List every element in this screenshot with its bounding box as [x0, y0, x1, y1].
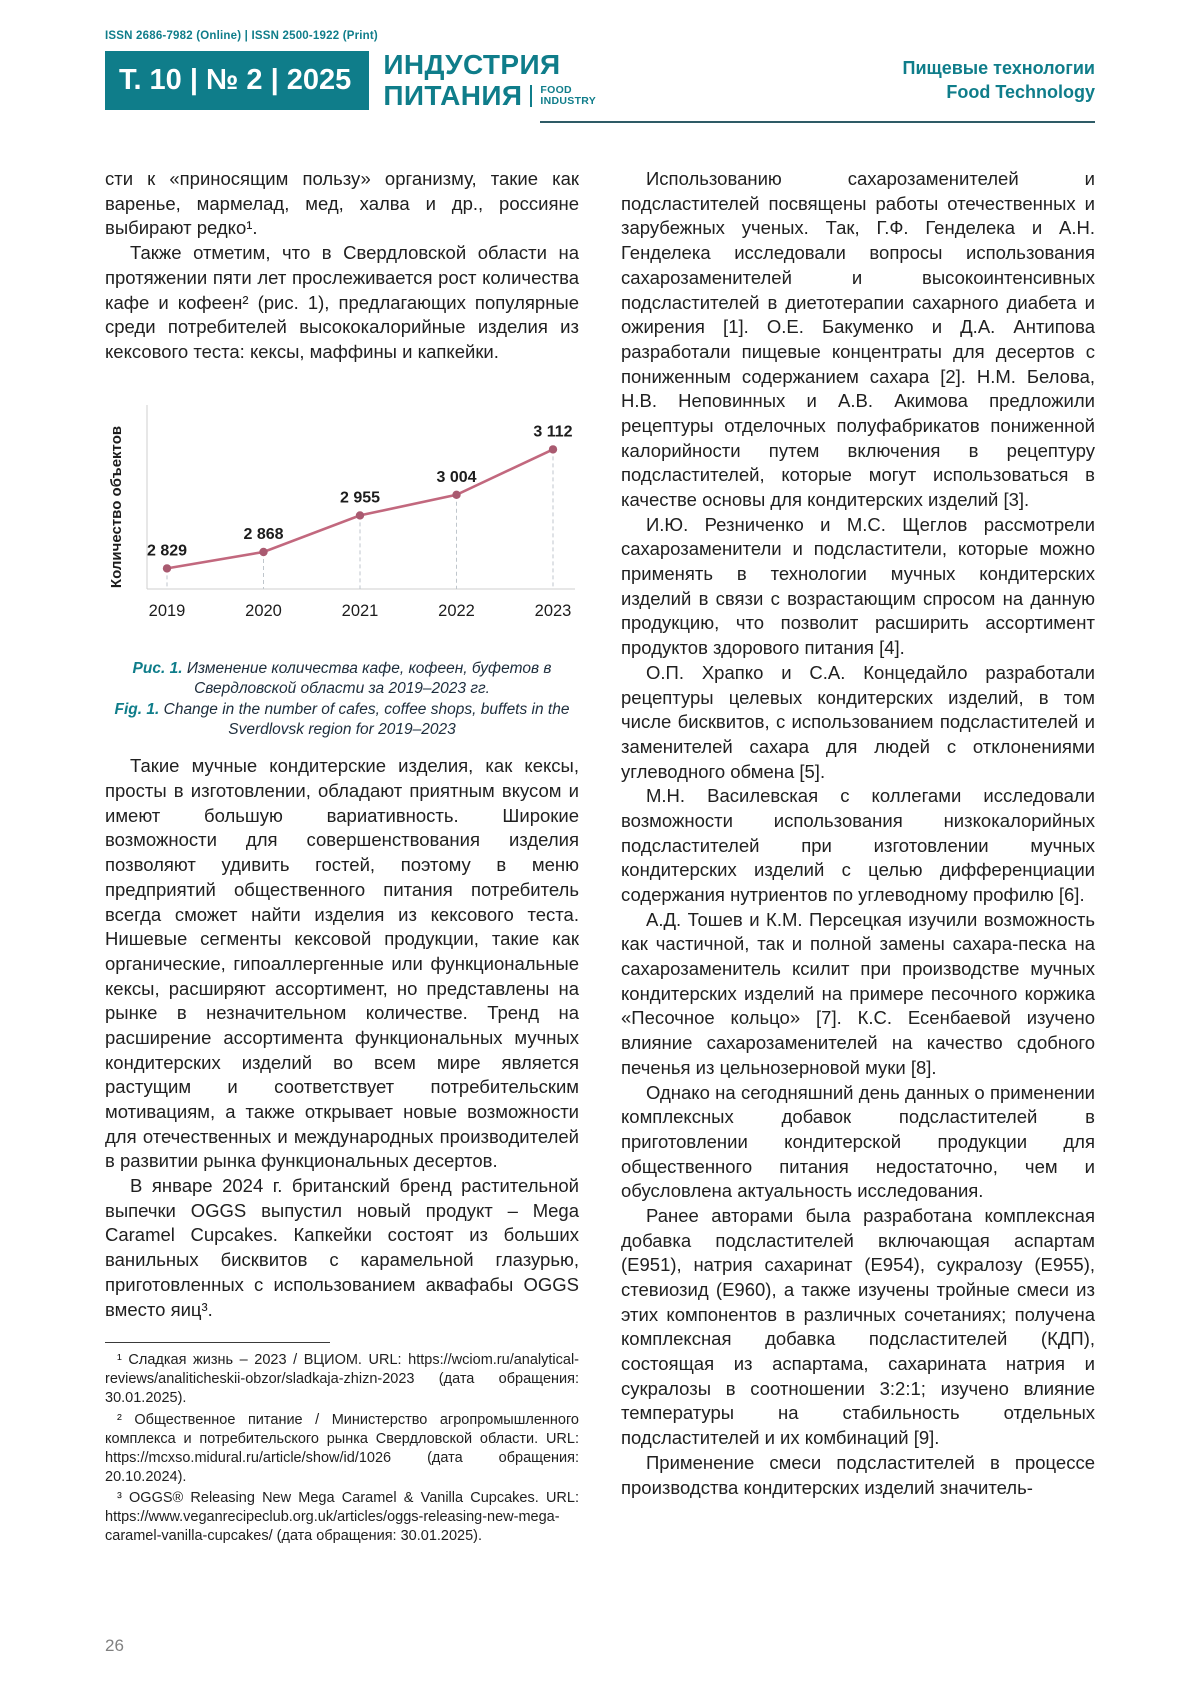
paragraph: В январе 2024 г. британский бренд растительной выпечки OGGS выпустил новый продукт – Mega Caramel Cupcakes. Капкейки состоят из больших ванильных бисквитов с карамельной глазурью, приготовленных с использованием аквафабы OGGS вместо яиц³. — [105, 1175, 579, 1320]
figure-1 — [105, 381, 579, 741]
paragraph: Однако на сегодняшний день данных о применении комплексных добавок подсластителей в приготовлении кондитерской продукции для общественного питания недостаточно, чем и обусловлена актуальность исследования. — [621, 1081, 1095, 1202]
journal-subtitle — [540, 85, 596, 107]
paragraph: И.Ю. Резниченко и М.С. Щеглов рассмотрели сахарозаменители и подсластители, которые можно применять в технологии мучных кондитерских изделий в связи с возрастающим спросом на данную продукцию, что позволит расширить ассортимент продуктов здорового питания [4]. — [621, 513, 1095, 659]
svg-text:2023: 2023 — [534, 601, 572, 620]
header-rule — [540, 121, 1095, 123]
section-heading-ru: Пищевые технологии — [902, 58, 1095, 79]
footnote: ³ OGGS® Releasing New Mega Caramel & Vanilla Cupcakes. URL: https://www.veganrecipeclub.org.uk/articles/oggs-releasing-new-mega-caramel-vanilla-cupcakes/ (дата обращения: 30.01.2025). — [105, 1490, 579, 1545]
volume-issue-badge: Т. 10 | № 2 | 2025 — [105, 51, 369, 110]
issn-line: ISSN 2686-7982 (Online) | ISSN 2500-1922 (Print) — [105, 30, 378, 42]
figure-caption — [105, 659, 579, 741]
journal-title-line2: ПИТАНИЯ — [383, 79, 523, 111]
page-number: 26 — [105, 1636, 124, 1655]
paragraph: Применение смеси подсластителей в процессе производства кондитерских изделий значитель- — [621, 1451, 1095, 1498]
footnote: ¹ Сладкая жизнь – 2023 / ВЦИОМ. URL: https://wciom.ru/analytical-reviews/analiticheskii-obzor/sladkaja-zhizn-2023 (дата обращения: 30.01.2025). — [105, 1352, 579, 1407]
footnotes — [105, 1351, 579, 1546]
section-heading — [903, 57, 1096, 104]
title-divider — [530, 85, 532, 107]
journal-header — [105, 30, 1095, 123]
column-right — [621, 167, 1095, 1548]
footnote-divider — [105, 1342, 330, 1343]
masthead — [105, 51, 1095, 110]
line-chart — [105, 381, 579, 653]
journal-title — [383, 51, 596, 110]
svg-text:2020: 2020 — [245, 601, 282, 620]
journal-subtitle-line2: INDUSTRY — [540, 94, 597, 107]
svg-text:3 004: 3 004 — [436, 468, 477, 486]
paragraph: Также отметим, что в Свердловской области на протяжении пяти лет прослеживается рост количества кафе и кофеен² (рис. 1), предлагающих популярные среди потребителей высококалорийные изделия из кексового теста: кексы, маффины и капкейки. — [105, 242, 579, 362]
paragraph: М.Н. Василевская с коллегами исследовали возможности использования низкокалорийных подсластителей при изготовлении мучных кондитерских изделий с целью дифференциации содержания нутриентов по углеводному профилю [6]. — [621, 785, 1095, 906]
section-heading-en: Food Technology — [946, 81, 1095, 102]
svg-text:2021: 2021 — [341, 601, 379, 620]
figure-caption-ru: Рис. 1. Изменение количества кафе, кофеен, буфетов в Свердловской области за 2019–2023 гг. — [132, 659, 552, 698]
paragraph: А.Д. Тошев и К.М. Персецкая изучили возможность как частичной, так и полной замены сахара-песка на сахарозаменитель ксилит при производстве мучных кондитерских изделий на примере песочного коржика «Песочное кольцо» [7]. К.С. Есенбаевой изучено влияние сахарозаменителей на качество сдобного печенья из цельнозерновой муки [8]. — [621, 908, 1095, 1078]
svg-text:2 829: 2 829 — [146, 541, 188, 559]
column-left — [105, 167, 579, 1548]
journal-title-line1: ИНДУСТРИЯ — [383, 49, 561, 80]
svg-text:2 955: 2 955 — [339, 489, 381, 507]
svg-text:Количество объектов: Количество объектов — [108, 425, 125, 588]
footnote: ² Общественное питание / Министерство агропромышленного комплекса и потребительского рынка Свердловской области. URL: https://mcxso.midural.ru/article/show/id/1026 (дата обращения: 20.10.2024). — [105, 1411, 579, 1485]
paragraph: Использованию сахарозаменителей и подсластителей посвящены работы отечественных и зарубежных ученых. Так, Г.Ф. Генделека и А.Н. Генделека исследовали вопросы использования сахарозаменителей и высокоинтенсивных подсластителей в диетотерапии сахарного диабета и ожирения [1]. О.Е. Бакуменко и Д.А. Антипова разработали пищевые концентраты для десертов с пониженным содержанием сахара [2]. Н.М. Белова, Н.В. Неповинных и А.В. Акимова предложили рецептуры отделочных полуфабрикатов пониженной калорийности путем включения в рецептуру подсластителей, которые могут использоваться в качестве основы для кондитерских изделий [3]. — [621, 168, 1095, 511]
article-body — [105, 167, 1095, 1548]
paragraph: Такие мучные кондитерские изделия, как кексы, просты в изготовлении, обладают приятным вкусом и имеют большую вариативность. Широкие возможности для совершенствования изделия позволяют удивить гостей, поэтому в меню предприятий общественного питания потребитель всегда сможет найти изделия из кексового теста. Нишевые сегменты кексовой продукции, такие как органические, гипоаллергенные или функциональные кексы, расширяют ассортимент, но представлены на рынке в незначительном количестве. Тренд на расширение ассортимента функциональных мучных кондитерских изделий во всем мире является растущим и соответствует потребительским мотивациям, а также открывает новые возможности для отечественных и международных производителей в развитии рынка функциональных десертов. — [105, 755, 579, 1172]
svg-text:3 112: 3 112 — [533, 422, 573, 440]
svg-text:2 868: 2 868 — [243, 525, 284, 543]
figure-caption-en: Fig. 1. Change in the number of cafes, coffee shops, buffets in the Sverdlovsk region for 2019–2023 — [114, 700, 570, 738]
svg-text:2022: 2022 — [438, 601, 475, 620]
svg-text:2019: 2019 — [148, 601, 186, 620]
paragraph: О.П. Храпко и С.А. Концедайло разработали рецептуры целевых кондитерских изделий, в том числе бисквитов, с использованием подсластителей и заменителей сахара для людей с отклонениями углеводного обмена [5]. — [621, 661, 1095, 782]
paragraph: Ранее авторами была разработана комплексная добавка подсластителей включающая аспартам (Е951), натрия сахаринат (Е954), сукралозу (Е955), стевиозид (Е960), а также изучены тройные смеси из этих компонентов в различных сочетаниях; получена комплексная добавка подсластителей (КДП), состоящая из аспартама, сахарината натрия и сукралозы в соотношении 3:2:1; изучено влияние температуры на стабильность отдельных подсластителей и их комбинаций [9]. — [621, 1204, 1095, 1449]
journal-subtitle-line1: FOOD — [540, 83, 572, 96]
paragraph: сти к «приносящим пользу» организму, такие как варенье, мармелад, мед, халва и др., россияне выбирают редко¹. — [105, 168, 579, 239]
